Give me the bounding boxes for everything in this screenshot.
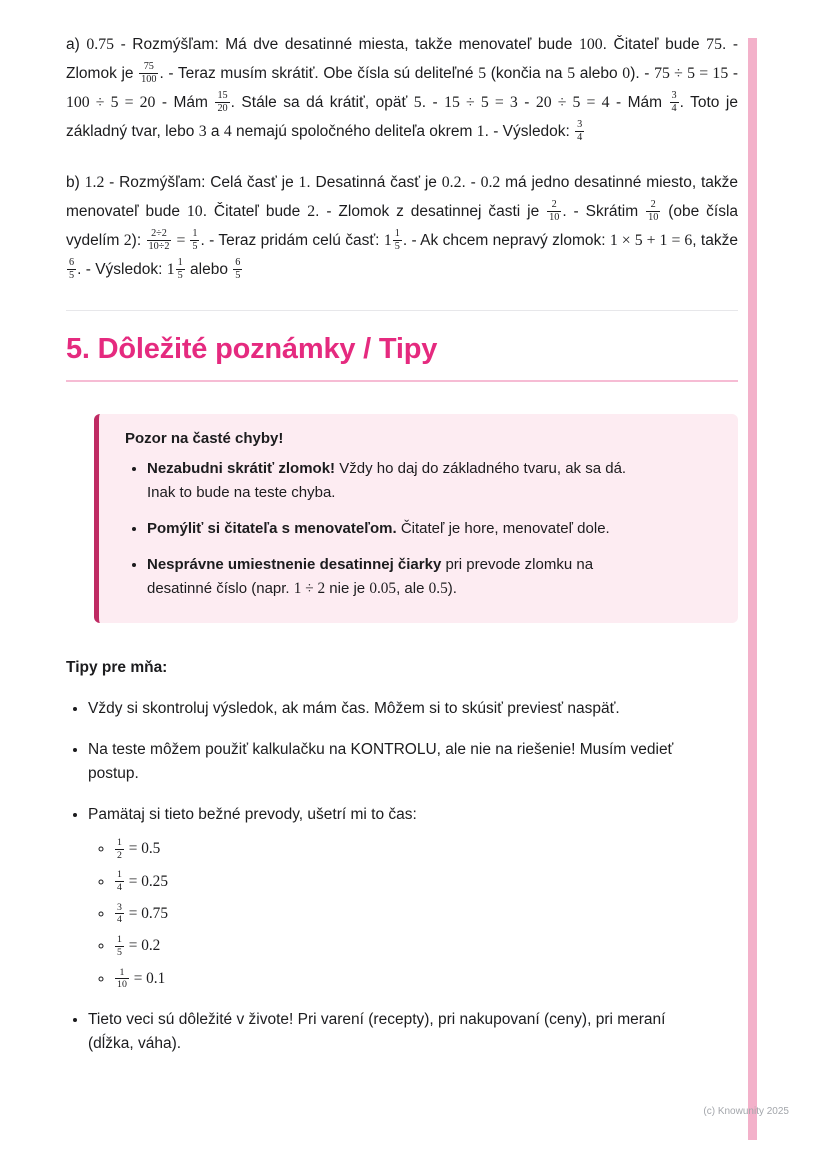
list-item	[114, 967, 708, 991]
tips-heading: Tipy pre mňa:	[66, 659, 168, 676]
callout-warning-box	[94, 414, 738, 623]
list-item	[147, 553, 643, 601]
conversions-list	[88, 837, 708, 991]
list-item	[147, 457, 643, 505]
list-item	[88, 697, 708, 721]
list-item	[114, 902, 708, 926]
paragraph-a: a) 0.75 - Rozmýšľam: Má dve desatinné miesta, takže menovateľ bude 100. Čitateľ bude 75. - Zlomok je $\frac{75}{100}$ . - Teraz musím skrátiť. Obe čísla sú deliteľné 5 (končia na 5 alebo 0). - 75 ÷ 5 = 15 - 100 ÷ 5 = 20 - Mám $\frac{15}{20}$ . Stále sa dá krátiť, opäť 5. - 15 ÷ 5 = 3 - 20 ÷ 5 = 4 - Mám $\frac{3}{4}$ . Toto je základný tvar, lebo 3 a 4 nemajú spoločného deliteľa okrem 1. - Výsledok: $\frac{3}{4}$	[66, 36, 739, 144]
list-item	[88, 738, 708, 786]
footer-credit: (c) Knowunity 2025	[703, 1106, 789, 1117]
conversion-text: ◦ $\frac{1}{4}$ = 0.25	[117, 869, 168, 894]
list-item	[88, 1008, 708, 1056]
callout-item-text: Nesprávne umiestnenie desatinnej čiarky pri prevode zlomku na desatinné číslo (napr. 1 ÷ 2 nie je 0.05, ale 0.5).	[147, 556, 594, 597]
heading-underline	[66, 380, 738, 382]
callout-title: Pozor na časté chyby!	[125, 430, 284, 447]
side-stripe	[748, 38, 757, 1140]
tip-item-text: Na teste môžem použiť kalkulačku na KONTROLU, ale nie na riešenie! Musím vedieť postup.	[88, 741, 674, 782]
section-divider	[66, 310, 738, 311]
list-item	[88, 803, 708, 991]
conversion-text: ◦ $\frac{1}{2}$ = 0.5	[117, 837, 161, 861]
conversion-text: ◦ $\frac{1}{5}$ = 0.2	[117, 934, 161, 958]
tips-list	[66, 697, 708, 1056]
tip-item-text: Tieto veci sú dôležité v živote! Pri varení (recepty), pri nakupovaní (ceny), pri meraní (dĺžka, váha).	[88, 1010, 666, 1052]
conversion-text: ◦ $\frac{3}{4}$ = 0.75	[117, 901, 168, 926]
list-item	[114, 869, 708, 893]
list-item	[114, 837, 708, 861]
tip-item-text: Vždy si skontroluj výsledok, ak mám čas. Môžem si to skúsiť previesť naspäť.	[88, 700, 620, 717]
callout-item-text: Nezabudni skrátiť zlomok! Vždy ho daj do základného tvaru, ak sa dá. Inak to bude na teste chyba.	[147, 460, 627, 501]
conversion-text: ◦ $\frac{1}{10}$ = 0.1	[117, 966, 166, 991]
section-heading: 5. Dôležité poznámky / Tipy	[66, 333, 438, 365]
list-item	[114, 934, 708, 958]
list-item	[147, 517, 643, 541]
callout-item-text: Pomýliť si čitateľa s menovateľom. Čitateľ je hore, menovateľ dole.	[147, 520, 610, 537]
paragraph-b: b) 1.2 - Rozmýšľam: Celá časť je 1. Desatinná časť je 0.2. - 0.2 má jedno desatinné miesto, takže menovateľ bude 10. Čitateľ bude 2. - Zlomok z desatinnej časti je $\frac{2}{10}$ . - Skrátim $\frac{2}{10}$ (obe čísla vydelím 2): $\frac{2\div 2}{10\div 2}$ = $\frac{1}{5}$ . - Teraz pridám celú časť: 1 $\frac{1}{5}$ . - Ak chcem nepravý zlomok: 1 × 5 + 1 = 6, takže $\frac{6}{5}$ . - Výsledok: 1 $\frac{1}{5}$ alebo $\frac{6}{5}$	[66, 174, 739, 282]
tip-item-text: Pamätaj si tieto bežné prevody, ušetrí mi to čas:	[88, 806, 417, 823]
callout-list	[125, 457, 643, 601]
